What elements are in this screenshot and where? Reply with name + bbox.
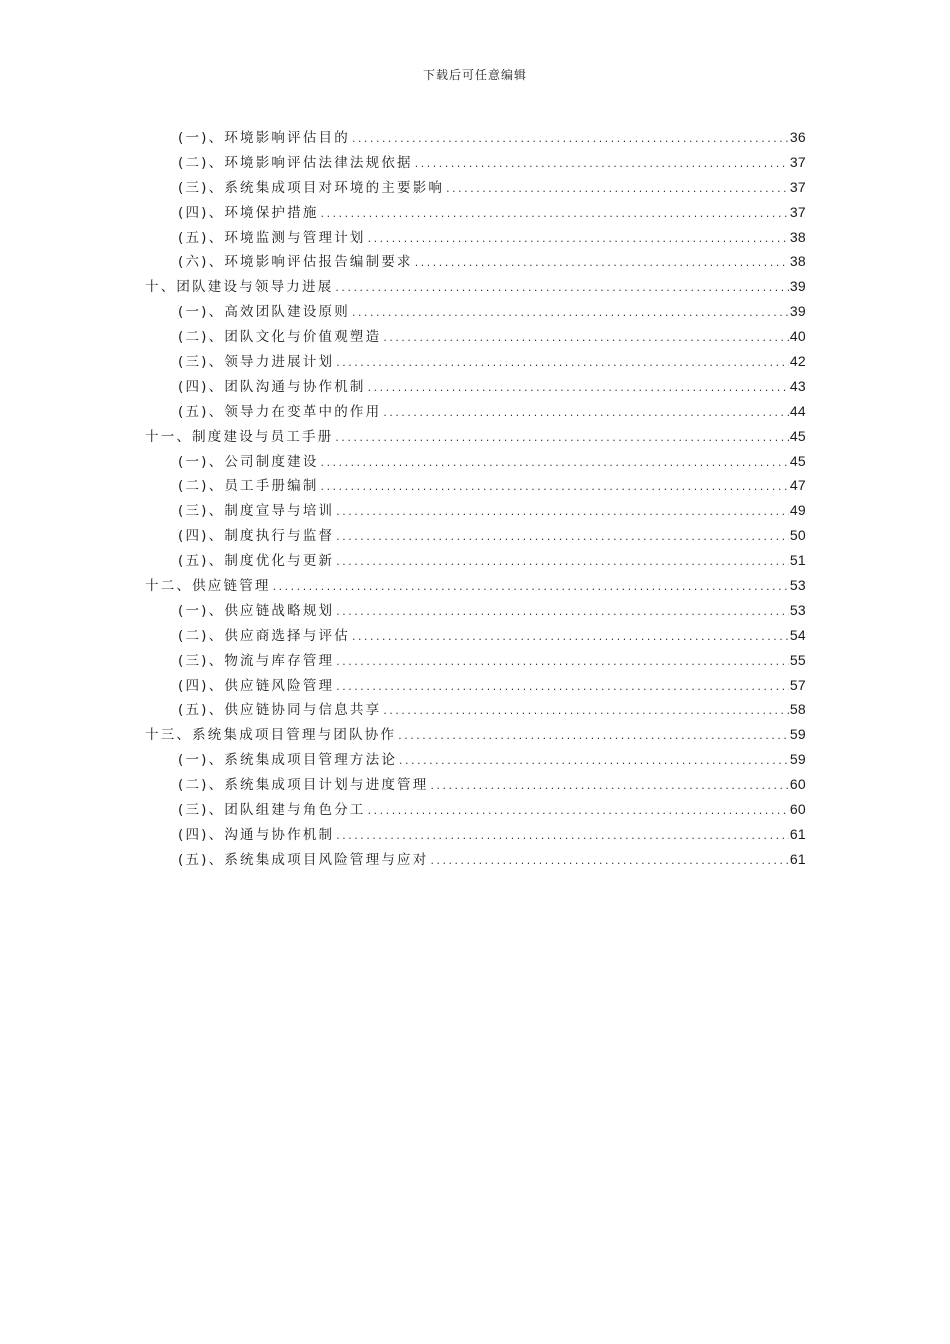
- toc-dot-leader: [445, 178, 789, 203]
- toc-dot-leader: [414, 252, 789, 277]
- toc-entry-title: (一)、环境影响评估目的: [178, 130, 350, 146]
- toc-page-number: 43: [789, 377, 806, 394]
- toc-dot-leader: [351, 302, 789, 327]
- toc-dot-leader: [382, 700, 788, 725]
- toc-entry-title: (三)、领导力进展计划: [178, 354, 335, 371]
- toc-entry-title: (三)、团队组建与角色分工: [178, 802, 366, 819]
- toc-section-entry[interactable]: [145, 548, 806, 573]
- toc-page-number: 59: [789, 726, 806, 743]
- toc-dot-leader: [351, 626, 789, 651]
- toc-section-entry[interactable]: [145, 299, 806, 324]
- toc-entry-title: (四)、沟通与协作机制: [178, 826, 335, 843]
- toc-dot-leader: [367, 377, 789, 402]
- toc-section-entry[interactable]: [145, 449, 806, 474]
- toc-entry-title: (五)、系统集成项目风险管理与应对: [178, 851, 429, 868]
- toc-page-number: 49: [789, 502, 806, 519]
- toc-section-entry[interactable]: [145, 523, 806, 548]
- toc-page-number: 53: [789, 577, 806, 594]
- toc-page-number: 55: [789, 651, 806, 668]
- toc-section-entry[interactable]: [145, 175, 806, 200]
- toc-dot-leader: [335, 501, 789, 526]
- toc-entry-title: (二)、环境影响评估法律法规依据: [178, 154, 413, 171]
- toc-entry-title: (四)、环境保护措施: [178, 204, 319, 221]
- toc-page-number: 40: [789, 328, 806, 345]
- toc-page-number: 58: [789, 701, 806, 718]
- toc-dot-leader: [335, 676, 789, 701]
- toc-dot-leader: [335, 651, 789, 676]
- toc-page-number: 38: [789, 228, 806, 245]
- table-of-contents: [145, 125, 806, 872]
- toc-page-number: 59: [789, 751, 806, 768]
- toc-section-entry[interactable]: [145, 623, 806, 648]
- toc-entry-title: (五)、领导力在变革中的作用: [178, 403, 382, 420]
- toc-page-number: 45: [789, 452, 806, 469]
- toc-section-entry[interactable]: [145, 473, 806, 498]
- toc-dot-leader: [335, 352, 789, 377]
- toc-section-entry[interactable]: [145, 648, 806, 673]
- toc-entry-title: 十二、供应链管理: [145, 578, 271, 595]
- toc-entry-title: (三)、系统集成项目对环境的主要影响: [178, 179, 445, 196]
- toc-entry-title: (一)、供应链战略规划: [178, 602, 335, 619]
- page-header: 下载后可任意编辑: [422, 68, 527, 82]
- toc-chapter-entry[interactable]: [145, 424, 806, 449]
- toc-section-entry[interactable]: [145, 399, 806, 424]
- toc-section-entry[interactable]: [145, 324, 806, 349]
- toc-page-number: 44: [789, 402, 806, 419]
- toc-dot-leader: [335, 551, 789, 576]
- toc-page-number: 50: [789, 527, 806, 544]
- toc-section-entry[interactable]: [145, 822, 806, 847]
- toc-section-entry[interactable]: [145, 772, 806, 797]
- toc-section-entry[interactable]: [145, 598, 806, 623]
- toc-entry-title: (一)、高效团队建设原则: [178, 304, 350, 321]
- toc-dot-leader: [367, 228, 789, 253]
- toc-chapter-entry[interactable]: [145, 722, 806, 747]
- toc-page-number: 42: [789, 353, 806, 370]
- toc-entry-title: (二)、系统集成项目计划与进度管理: [178, 777, 429, 794]
- toc-dot-leader: [351, 128, 789, 153]
- toc-entry-title: (二)、供应商选择与评估: [178, 627, 350, 644]
- toc-entry-title: (一)、系统集成项目管理方法论: [178, 752, 398, 769]
- toc-page-number: 39: [789, 278, 806, 295]
- toc-entry-title: (四)、制度执行与监督: [178, 528, 335, 545]
- toc-section-entry[interactable]: [145, 847, 806, 872]
- toc-entry-title: (四)、供应链风险管理: [178, 677, 335, 694]
- toc-page-number: 38: [789, 253, 806, 270]
- toc-entry-title: (四)、团队沟通与协作机制: [178, 378, 366, 395]
- toc-dot-leader: [334, 277, 788, 302]
- toc-entry-title: (五)、供应链协同与信息共享: [178, 702, 382, 719]
- toc-dot-leader: [367, 800, 789, 825]
- toc-page-number: 37: [789, 203, 806, 220]
- toc-entry-title: 十三、系统集成项目管理与团队协作: [145, 727, 397, 744]
- toc-section-entry[interactable]: [145, 747, 806, 772]
- toc-page-number: 39: [789, 303, 806, 320]
- toc-entry-title: (一)、公司制度建设: [178, 453, 319, 470]
- toc-page-number: 60: [789, 776, 806, 793]
- toc-section-entry[interactable]: [145, 249, 806, 274]
- toc-page-number: 37: [789, 178, 806, 195]
- toc-dot-leader: [320, 476, 789, 501]
- toc-entry-title: 十一、制度建设与员工手册: [145, 428, 334, 445]
- toc-entry-title: (三)、制度宣导与培训: [178, 503, 335, 520]
- toc-section-entry[interactable]: [145, 697, 806, 722]
- toc-dot-leader: [429, 775, 788, 800]
- toc-dot-leader: [382, 402, 788, 427]
- toc-page-number: 60: [789, 801, 806, 818]
- toc-dot-leader: [335, 526, 789, 551]
- toc-section-entry[interactable]: [145, 797, 806, 822]
- toc-dot-leader: [320, 203, 789, 228]
- toc-page-number: 61: [789, 825, 806, 842]
- toc-dot-leader: [414, 153, 789, 178]
- toc-dot-leader: [382, 327, 788, 352]
- toc-page-number: 61: [789, 850, 806, 867]
- toc-section-entry[interactable]: [145, 150, 806, 175]
- toc-dot-leader: [397, 725, 789, 750]
- toc-dot-leader: [429, 850, 788, 875]
- toc-page-number: 54: [789, 626, 806, 643]
- toc-section-entry[interactable]: [145, 374, 806, 399]
- toc-section-entry[interactable]: [145, 349, 806, 374]
- toc-entry-title: 十、团队建设与领导力进展: [145, 279, 334, 296]
- toc-page-number: 47: [789, 477, 806, 494]
- toc-chapter-entry[interactable]: [145, 274, 806, 299]
- toc-dot-leader: [398, 750, 789, 775]
- toc-dot-leader: [335, 825, 789, 850]
- toc-page-number: 57: [789, 676, 806, 693]
- toc-dot-leader: [272, 576, 789, 601]
- toc-section-entry[interactable]: [145, 200, 806, 225]
- toc-page-number: 53: [789, 601, 806, 618]
- toc-section-entry[interactable]: [145, 225, 806, 250]
- toc-entry-title: (五)、制度优化与更新: [178, 553, 335, 570]
- toc-entry-title: (六)、环境影响评估报告编制要求: [178, 254, 413, 271]
- toc-page-number: 51: [789, 552, 806, 569]
- toc-dot-leader: [335, 601, 789, 626]
- toc-entry-title: (五)、环境监测与管理计划: [178, 229, 366, 246]
- toc-section-entry[interactable]: [145, 125, 806, 150]
- toc-entry-title: (二)、团队文化与价值观塑造: [178, 329, 382, 346]
- toc-entry-title: (二)、员工手册编制: [178, 478, 319, 495]
- toc-page-number: 36: [789, 129, 806, 145]
- toc-entry-title: (三)、物流与库存管理: [178, 652, 335, 669]
- toc-section-entry[interactable]: [145, 498, 806, 523]
- toc-page-number: 37: [789, 153, 806, 170]
- toc-page-number: 45: [789, 427, 806, 444]
- toc-dot-leader: [320, 452, 789, 477]
- toc-chapter-entry[interactable]: [145, 573, 806, 598]
- toc-section-entry[interactable]: [145, 673, 806, 698]
- toc-dot-leader: [334, 427, 788, 452]
